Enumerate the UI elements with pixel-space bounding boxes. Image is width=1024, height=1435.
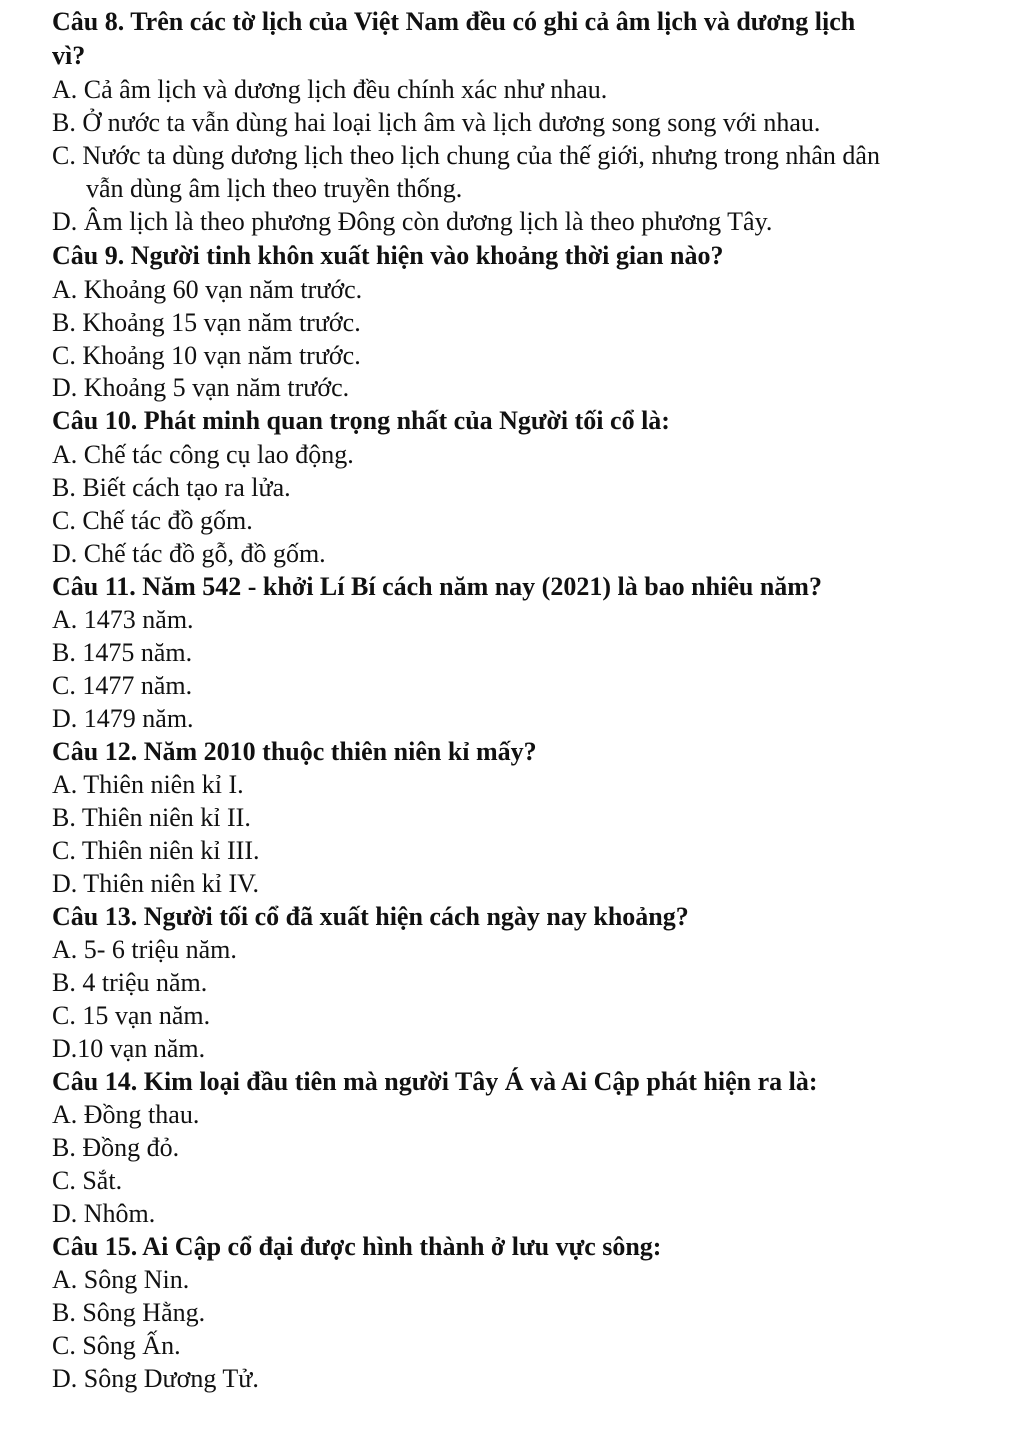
question-13-option-b: B. 4 triệu năm. [52,968,208,997]
question-15-option-a: A. Sông Nin. [52,1265,190,1294]
question-8-option-b: B. Ở nước ta vẫn dùng hai loại lịch âm và lịch dương song song với nhau. [52,108,821,137]
question-10-option-b: B. Biết cách tạo ra lửa. [52,473,291,502]
question-11-option-d: D. 1479 năm. [52,704,194,733]
question-11-option-a: A. 1473 năm. [52,605,194,634]
question-8-option-a: A. Cả âm lịch và dương lịch đều chính xác như nhau. [52,75,608,104]
question-12-option-a: A. Thiên niên kỉ I. [52,770,244,799]
question-10-option-d: D. Chế tác đồ gỗ, đồ gốm. [52,539,326,568]
question-8-option-c-cont: vẫn dùng âm lịch theo truyền thống. [86,174,463,203]
question-8-option-c: C. Nước ta dùng dương lịch theo lịch chung của thế giới, nhưng trong nhân dân [52,141,880,170]
question-14-option-b: B. Đồng đỏ. [52,1133,180,1162]
question-12-option-d: D. Thiên niên kỉ IV. [52,869,260,898]
question-9-option-b: B. Khoảng 15 vạn năm trước. [52,308,361,337]
question-11-option-c: C. 1477 năm. [52,671,193,700]
question-15-option-c: C. Sông Ấn. [52,1331,181,1360]
question-13-title: Câu 13. Người tối cổ đã xuất hiện cách ngày nay khoảng? [52,902,689,931]
question-14-title: Câu 14. Kim loại đầu tiên mà người Tây Á và Ai Cập phát hiện ra là: [52,1067,818,1096]
question-14-option-c: C. Sắt. [52,1166,123,1195]
question-10-option-a: A. Chế tác công cụ lao động. [52,440,354,469]
question-10-option-c: C. Chế tác đồ gốm. [52,506,253,535]
question-15-option-b: B. Sông Hằng. [52,1298,206,1327]
question-9-option-d: D. Khoảng 5 vạn năm trước. [52,373,350,402]
question-11-option-b: B. 1475 năm. [52,638,193,667]
question-12-option-c: C. Thiên niên kỉ III. [52,836,260,865]
question-9-option-c: C. Khoảng 10 vạn năm trước. [52,341,361,370]
question-13-option-d: D.10 vạn năm. [52,1034,206,1063]
question-15-title: Câu 15. Ai Cập cổ đại được hình thành ở lưu vực sông: [52,1232,662,1261]
question-14-option-a: A. Đồng thau. [52,1100,200,1129]
question-13-option-a: A. 5- 6 triệu năm. [52,935,237,964]
question-12-title: Câu 12. Năm 2010 thuộc thiên niên kỉ mấy? [52,737,537,766]
question-13-option-c: C. 15 vạn năm. [52,1001,211,1030]
question-12-option-b: B. Thiên niên kỉ II. [52,803,251,832]
question-8-title: Câu 8. Trên các tờ lịch của Việt Nam đều có ghi cả âm lịch và dương lịch [52,7,856,36]
question-11-title: Câu 11. Năm 542 - khởi Lí Bí cách năm nay (2021) là bao nhiêu năm? [52,572,822,601]
question-9-title: Câu 9. Người tinh khôn xuất hiện vào khoảng thời gian nào? [52,241,724,270]
question-8-title-cont: vì? [52,41,86,70]
question-10-title: Câu 10. Phát minh quan trọng nhất của Người tối cổ là: [52,406,670,435]
question-9-option-a: A. Khoảng 60 vạn năm trước. [52,275,363,304]
question-14-option-d: D. Nhôm. [52,1199,156,1228]
question-15-option-d: D. Sông Dương Tử. [52,1364,259,1393]
question-8-option-d: D. Âm lịch là theo phương Đông còn dương lịch là theo phương Tây. [52,207,773,236]
